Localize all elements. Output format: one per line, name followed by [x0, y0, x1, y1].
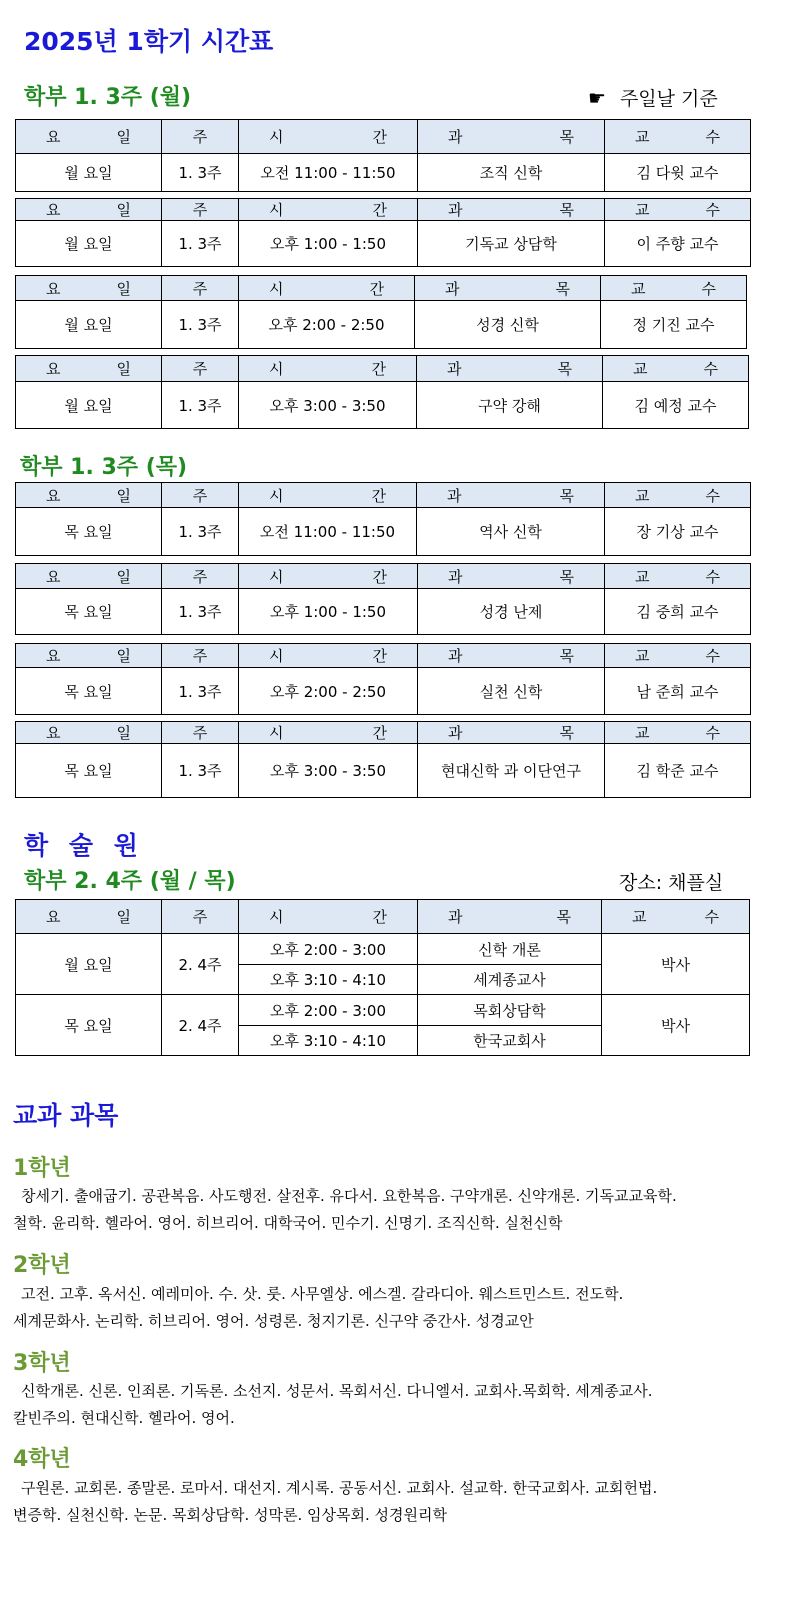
course-cell: 조직 신학: [418, 154, 605, 192]
week-cell: 1. 3주: [162, 744, 239, 798]
time-cell: 오후 3:00 - 3:50: [239, 382, 417, 429]
year-courses-3: [13, 1378, 783, 1432]
header-week: 주: [162, 644, 239, 668]
year-courses-4: [13, 1475, 783, 1529]
section-title-thursday: 학부 1. 3주 (목): [20, 455, 188, 480]
header-course: 과 목: [418, 564, 605, 589]
course-list-line: 철학. 윤리학. 헬라어. 영어. 히브리어. 대학국어. 민수기. 신명기. 조직신학. 실천신학: [13, 1214, 563, 1232]
header-course: 과 목: [418, 199, 605, 221]
day-cell: 목 요일: [16, 668, 162, 715]
year-courses-2: [13, 1281, 783, 1335]
year-title-2: 2학년: [13, 1253, 71, 1278]
course-cell: 현대신학 과 이단연구: [418, 744, 605, 798]
prof-cell: 이 주향 교수: [605, 221, 751, 267]
header-week: 주: [162, 483, 239, 508]
week-cell: 1. 3주: [162, 221, 239, 267]
year-courses-1: [13, 1183, 783, 1237]
prof-cell: 정 기진 교수: [601, 301, 747, 349]
header-prof: 교 수: [605, 120, 751, 154]
schedule-table-mon-4: [15, 355, 749, 429]
schedule-table-thu-3: [15, 643, 751, 715]
table-row: [16, 508, 751, 556]
prof-cell: 김 학준 교수: [605, 744, 751, 798]
course-cell: 한국교회사: [418, 1026, 602, 1056]
course-list-line: 세계문화사. 논리학. 히브리어. 영어. 성령론. 청지기론. 신구약 중간사. 성경교안: [13, 1312, 534, 1330]
course-cell: 실천 신학: [418, 668, 605, 715]
header-time: 시 간: [239, 483, 417, 508]
section-title-academy: 학부 2. 4주 (월 / 목): [24, 869, 236, 894]
prof-cell: 장 기상 교수: [605, 508, 751, 556]
header-prof: 교 수: [605, 199, 751, 221]
prof-cell: 남 준희 교수: [605, 668, 751, 715]
course-cell: 성경 신학: [415, 301, 601, 349]
header-prof: 교 수: [603, 356, 749, 382]
week-cell: 1. 3주: [162, 382, 239, 429]
prof-cell: 박사: [602, 934, 750, 995]
course-cell: 세계종교사: [418, 965, 602, 995]
header-week: 주: [162, 900, 239, 934]
table-row: [16, 589, 751, 635]
course-cell: 기독교 상담학: [418, 221, 605, 267]
table-row: [16, 221, 751, 267]
header-day: 요 일: [16, 120, 162, 154]
reference-note-text: 주일날 기준: [619, 88, 718, 110]
header-time: 시 간: [239, 356, 417, 382]
schedule-table-mon-2: [15, 198, 751, 267]
prof-cell: 김 예정 교수: [603, 382, 749, 429]
table-row: [16, 744, 751, 798]
course-list-line: 신학개론. 신론. 인죄론. 기독론. 소선지. 성문서. 목회서신. 다니엘서. 교회사.목회학. 세계종교사.: [21, 1382, 653, 1400]
header-day: 요 일: [16, 483, 162, 508]
day-cell: 월 요일: [16, 154, 162, 192]
day-cell: 목 요일: [16, 744, 162, 798]
day-cell: 월 요일: [16, 934, 162, 995]
header-time: 시 간: [239, 276, 415, 301]
header-day: 요 일: [16, 900, 162, 934]
time-cell: 오후 2:00 - 2:50: [239, 668, 418, 715]
header-day: 요 일: [16, 644, 162, 668]
table-row: [16, 668, 751, 715]
header-prof: 교 수: [601, 276, 747, 301]
header-course: 과 목: [418, 722, 605, 744]
course-cell: 구약 강해: [417, 382, 603, 429]
header-prof: 교 수: [605, 644, 751, 668]
day-cell: 목 요일: [16, 508, 162, 556]
header-course: 과 목: [418, 900, 602, 934]
table-row: [16, 934, 750, 965]
week-cell: 2. 4주: [162, 995, 239, 1056]
header-day: 요 일: [16, 564, 162, 589]
header-week: 주: [162, 722, 239, 744]
prof-cell: 김 다윗 교수: [605, 154, 751, 192]
year-title-4: 4학년: [13, 1447, 71, 1472]
table-row: [16, 382, 749, 429]
prof-cell: 박사: [602, 995, 750, 1056]
course-cell: 신학 개론: [418, 934, 602, 965]
header-prof: 교 수: [605, 483, 751, 508]
course-list-line: 고전. 고후. 옥서신. 예레미아. 수. 삿. 룻. 사무엘상. 에스겔. 갈라디아. 웨스트민스트. 전도학.: [21, 1285, 624, 1303]
page-title: 2025년 1학기 시간표: [24, 27, 274, 56]
header-course: 과 목: [417, 356, 603, 382]
header-day: 요 일: [16, 722, 162, 744]
course-list-line: 구원론. 교회론. 종말론. 로마서. 대선지. 계시록. 공동서신. 교회사. 설교학. 한국교회사. 교회헌법.: [21, 1479, 658, 1497]
header-prof: 교 수: [605, 722, 751, 744]
pointing-hand-icon: ☛: [588, 86, 606, 110]
week-cell: 2. 4주: [162, 934, 239, 995]
year-title-1: 1학년: [13, 1156, 71, 1181]
header-week: 주: [162, 120, 239, 154]
year-title-3: 3학년: [13, 1351, 71, 1376]
time-cell: 오후 3:00 - 3:50: [239, 744, 418, 798]
course-list-line: 창세기. 출애굽기. 공관복음. 사도행전. 살전후. 유다서. 요한복음. 구약개론. 신약개론. 기독교교육학.: [21, 1187, 677, 1205]
week-cell: 1. 3주: [162, 589, 239, 635]
header-week: 주: [162, 276, 239, 301]
week-cell: 1. 3주: [162, 668, 239, 715]
day-cell: 목 요일: [16, 995, 162, 1056]
header-course: 과 목: [417, 483, 605, 508]
reference-note: [588, 84, 718, 111]
header-time: 시 간: [239, 644, 418, 668]
schedule-table-thu-4: [15, 721, 751, 798]
table-row: [16, 154, 751, 192]
time-cell: 오후 2:00 - 3:00: [239, 995, 418, 1026]
time-cell: 오후 3:10 - 4:10: [239, 1026, 418, 1056]
section-title-monday: 학부 1. 3주 (월): [24, 85, 192, 110]
academy-title: 학 술 원: [24, 831, 144, 860]
schedule-table-mon-3: [15, 275, 747, 349]
day-cell: 목 요일: [16, 589, 162, 635]
week-cell: 1. 3주: [162, 154, 239, 192]
header-week: 주: [162, 199, 239, 221]
day-cell: 월 요일: [16, 221, 162, 267]
header-time: 시 간: [239, 120, 418, 154]
course-cell: 역사 신학: [417, 508, 605, 556]
header-day: 요 일: [16, 276, 162, 301]
header-course: 과 목: [418, 120, 605, 154]
schedule-table-thu-2: [15, 563, 751, 635]
header-time: 시 간: [239, 199, 418, 221]
header-week: 주: [162, 564, 239, 589]
curriculum-title: 교과 과목: [13, 1101, 119, 1130]
header-day: 요 일: [16, 199, 162, 221]
schedule-table-mon-1: [15, 119, 751, 192]
day-cell: 월 요일: [16, 382, 162, 429]
week-cell: 1. 3주: [162, 508, 239, 556]
time-cell: 오후 2:00 - 2:50: [239, 301, 415, 349]
header-course: 과 목: [415, 276, 601, 301]
venue-label: 장소: 채플실: [619, 872, 724, 894]
time-cell: 오전 11:00 - 11:50: [239, 154, 418, 192]
time-cell: 오후 2:00 - 3:00: [239, 934, 418, 965]
header-week: 주: [162, 356, 239, 382]
header-time: 시 간: [239, 722, 418, 744]
week-cell: 1. 3주: [162, 301, 239, 349]
prof-cell: 김 중희 교수: [605, 589, 751, 635]
course-cell: 목회상담학: [418, 995, 602, 1026]
header-day: 요 일: [16, 356, 162, 382]
academy-schedule-table: [15, 899, 750, 1056]
time-cell: 오전 11:00 - 11:50: [239, 508, 417, 556]
time-cell: 오후 3:10 - 4:10: [239, 965, 418, 995]
course-cell: 성경 난제: [418, 589, 605, 635]
header-course: 과 목: [418, 644, 605, 668]
course-list-line: 변증학. 실천신학. 논문. 목회상담학. 성막론. 임상목회. 성경원리학: [13, 1506, 447, 1524]
time-cell: 오후 1:00 - 1:50: [239, 589, 418, 635]
table-row: [16, 995, 750, 1026]
schedule-table-thu-1: [15, 482, 751, 556]
header-time: 시 간: [239, 564, 418, 589]
header-time: 시 간: [239, 900, 418, 934]
course-list-line: 칼빈주의. 현대신학. 헬라어. 영어.: [13, 1409, 235, 1427]
header-prof: 교 수: [602, 900, 750, 934]
table-row: [16, 301, 747, 349]
day-cell: 월 요일: [16, 301, 162, 349]
header-prof: 교 수: [605, 564, 751, 589]
time-cell: 오후 1:00 - 1:50: [239, 221, 418, 267]
